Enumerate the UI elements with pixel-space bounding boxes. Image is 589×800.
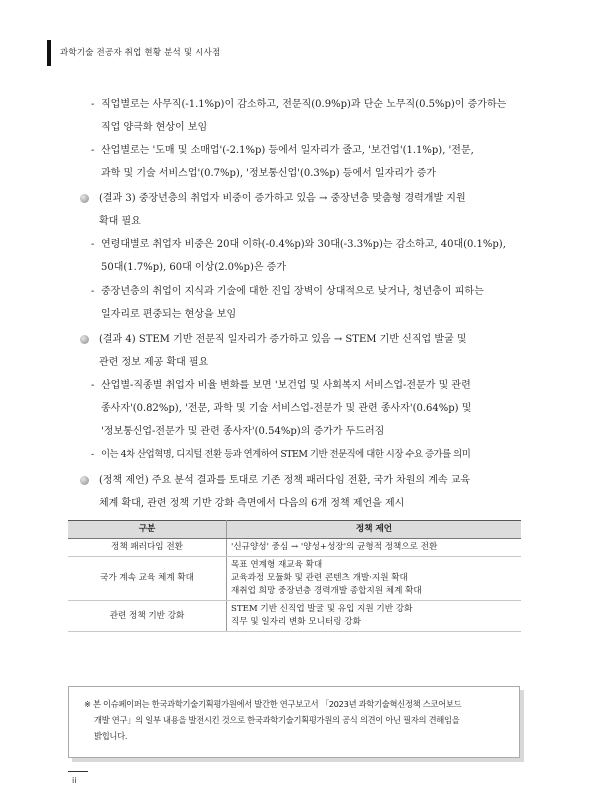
text-line: 직업 양극화 현상이 보임 <box>101 122 208 133</box>
running-header-title: 과학기술 전공자 취업 현황 분석 및 시사점 <box>60 48 221 58</box>
row-category: 국가 계속 교육 체계 확대 <box>68 557 227 601</box>
table-row <box>68 601 521 632</box>
sub-bullet-stem-demand <box>91 443 531 466</box>
sub-bullet-middle-aged <box>91 280 531 326</box>
circle-bullet-icon <box>80 335 89 344</box>
text-line: 확대 필요 <box>99 216 141 227</box>
proposal-item: 교육과정 모듈화 및 관련 콘텐츠 개발·지원 확대 <box>231 573 408 583</box>
dash-marker: - <box>91 449 94 460</box>
text-line: 관련 정보 제공 확대 필요 <box>99 357 209 368</box>
text-line: 직업별로는 사무직(-1.1%p)이 감소하고, 전문직(0.9%p)과 단순 노무직(0.5%p)이 증가하는 <box>101 99 507 110</box>
page-number: ii <box>72 776 77 785</box>
text-line: 산업별-직종별 취업자 비율 변화를 보면 '보건업 및 사회복지 서비스업-전문가 및 관련 <box>101 380 471 391</box>
text-line: (결과 3) 중장년층의 취업자 비중이 증가하고 있음 → 중장년층 맞춤형 경력개발 지원 <box>99 193 466 204</box>
sub-bullet-industry-occupation <box>91 374 531 443</box>
footer-rule <box>68 771 88 772</box>
dash-marker: - <box>91 145 95 156</box>
policy-proposal-table <box>68 520 521 632</box>
proposal-item: '신규양성' 중심 → '양성+성장'의 균형적 정책으로 전환 <box>231 542 438 552</box>
dash-marker: - <box>91 99 95 110</box>
sub-bullet-industry <box>91 139 531 185</box>
main-bullet-result-4 <box>80 328 530 374</box>
row-proposals <box>227 539 522 557</box>
note-line: ※ 본 이슈페이퍼는 한국과학기술기획평가원에서 발간한 연구보고서 「2023년 과학기술혁신정책 스코어보드 <box>84 699 462 709</box>
proposal-item: 재취업 희망 중장년층 경력개발 종합지원 체계 확대 <box>231 586 422 596</box>
note-line: 밝힙니다. <box>94 731 128 741</box>
row-proposals <box>227 557 522 601</box>
text-line: 이는 4차 산업혁명, 디지털 전환 등과 연계하여 STEM 기반 전문직에 대한 시장 수요 증가를 의미 <box>101 449 471 460</box>
proposal-item: STEM 기반 신직업 발굴 및 유입 지원 기반 강화 <box>231 604 413 614</box>
sub-bullet-occupation <box>91 93 531 139</box>
proposal-item: 목표 연계형 재교육 확대 <box>231 560 323 570</box>
text-line: 연령대별로 취업자 비중은 20대 이하(-0.4%p)와 30대(-3.3%p)는 감소하고, 40대(0.1%p), <box>101 239 506 250</box>
disclaimer-note-text <box>84 696 506 744</box>
main-bullet-result-3 <box>80 187 530 233</box>
table-row <box>68 557 521 601</box>
circle-bullet-icon <box>80 194 89 203</box>
table-header-row <box>68 521 521 539</box>
text-line: 중장년층의 취업이 지식과 기술에 대한 진입 장벽이 상대적으로 낮거나, 청년층이 피하는 <box>101 286 484 297</box>
header-accent-bar <box>47 40 51 66</box>
text-line: 50대(1.7%p), 60대 이상(2.0%p)은 증가 <box>101 262 287 273</box>
row-category: 정책 패러다임 전환 <box>68 539 227 557</box>
dash-marker: - <box>91 380 95 391</box>
text-line: 일자리로 편중되는 현상을 보임 <box>101 309 237 320</box>
text-line: 과학 및 기술 서비스업'(0.7%p), '정보통신업'(0.3%p) 등에서 일자리가 증가 <box>101 168 437 179</box>
column-header-category: 구분 <box>68 521 227 539</box>
text-line: (결과 4) STEM 기반 전문직 일자리가 증가하고 있음 → STEM 기반 신직업 발굴 및 <box>99 334 467 345</box>
column-header-proposal: 정책 제언 <box>227 521 522 539</box>
text-line: '정보통신업-전문가 및 관련 종사자'(0.54%p)의 증가가 두드러짐 <box>101 426 385 437</box>
text-line: 종사자'(0.82%p), '전문, 과학 및 기술 서비스업-전문가 및 관련 종사자'(0.64%p) 및 <box>101 403 472 414</box>
table-row <box>68 539 521 557</box>
dash-marker: - <box>91 239 95 250</box>
main-bullet-policy-proposal <box>80 469 530 515</box>
text-line: 체계 확대, 관련 정책 기반 강화 측면에서 다음의 6개 정책 제언을 제시 <box>99 498 405 509</box>
dash-marker: - <box>91 286 95 297</box>
row-proposals <box>227 601 522 632</box>
row-category: 관련 정책 기반 강화 <box>68 601 227 632</box>
text-line: 산업별로는 '도매 및 소매업'(-2.1%p) 등에서 일자리가 줄고, '보건업'(1.1%p), '전문, <box>101 145 474 156</box>
sub-bullet-age-group <box>91 233 531 279</box>
proposal-item: 직무 및 일자리 변화 모니터링 강화 <box>231 617 361 627</box>
text-line: (정책 제언) 주요 분석 결과를 토대로 기존 정책 패러다임 전환, 국가 차원의 계속 교육 <box>99 475 471 486</box>
note-line: 개발 연구」의 일부 내용을 발전시킨 것으로 한국과학기술기획평가원의 공식 의견이 아닌 필자의 견해임을 <box>94 715 460 725</box>
circle-bullet-icon <box>80 476 89 485</box>
